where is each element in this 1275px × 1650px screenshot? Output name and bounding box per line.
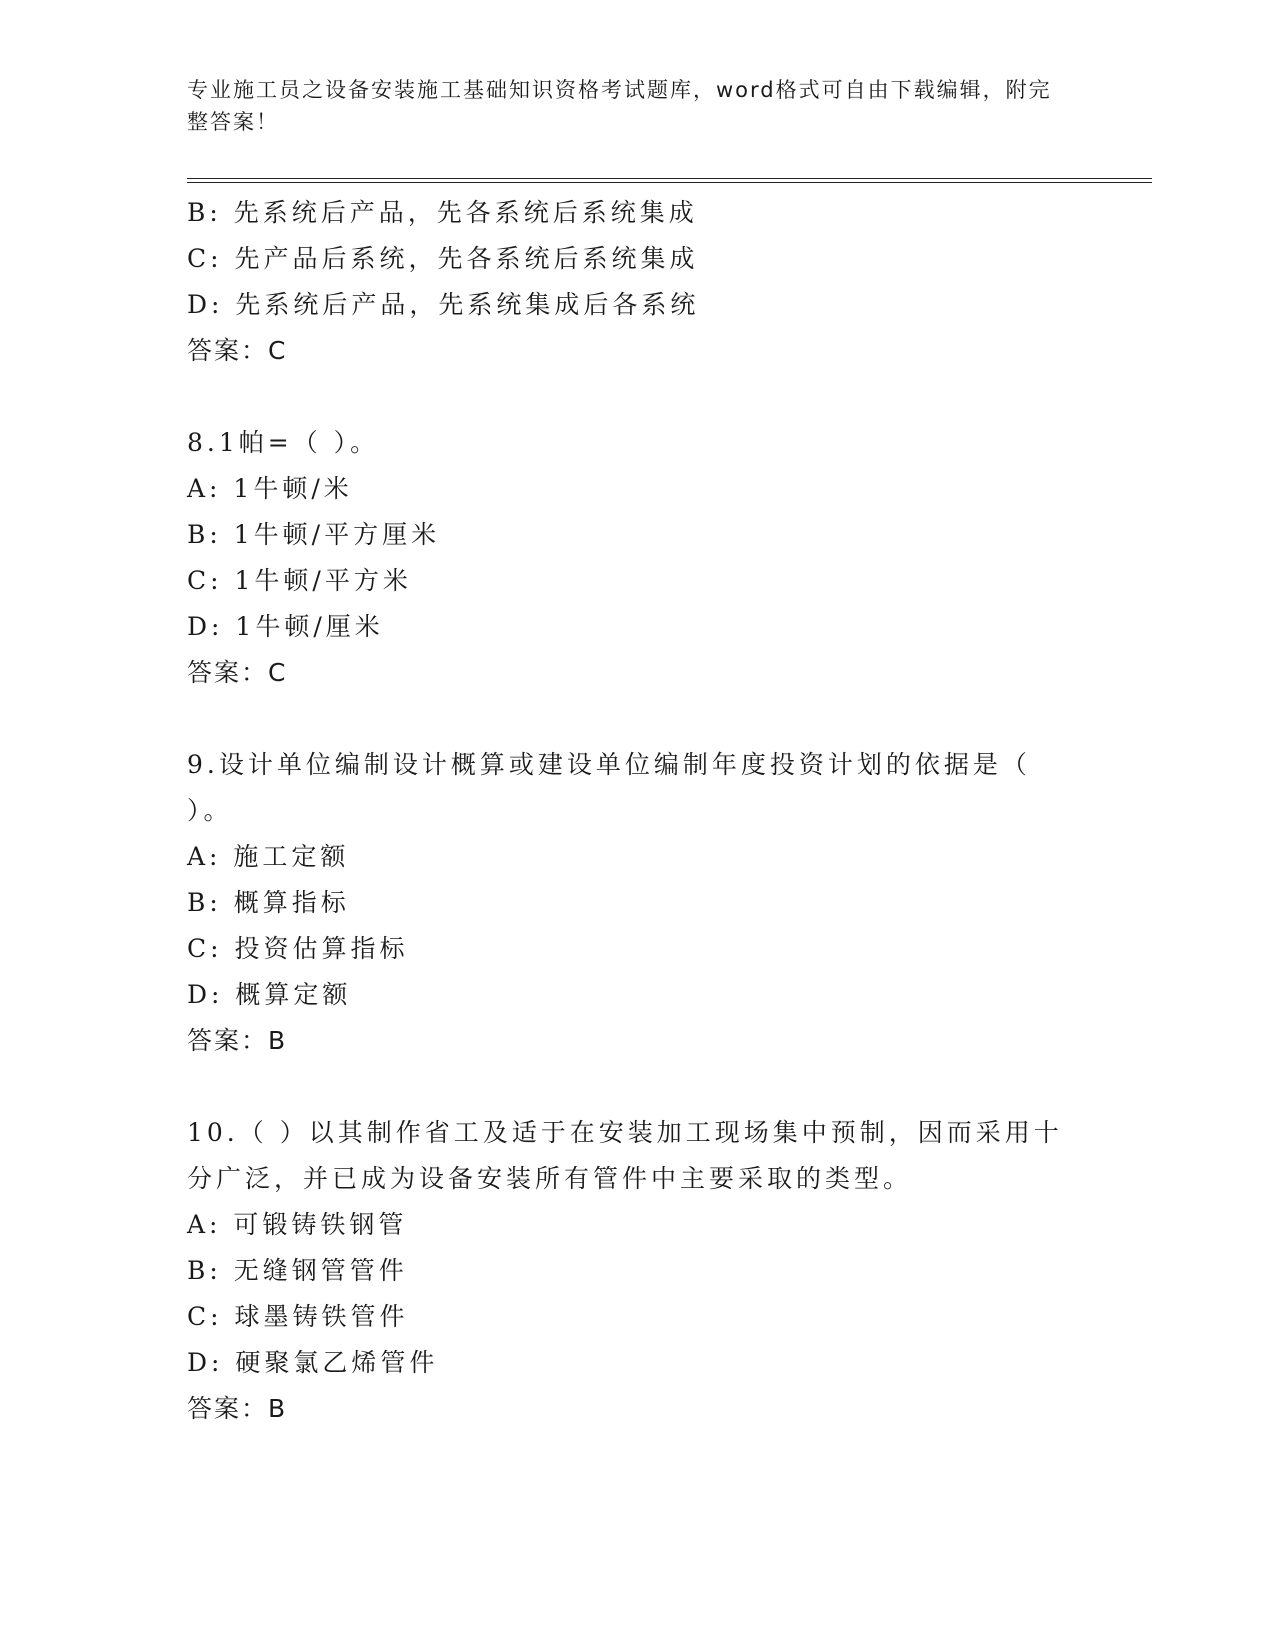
option-d: D: 硬聚氯乙烯管件: [187, 1348, 439, 1377]
option-b: B: 概算指标: [187, 888, 350, 917]
question-block-8: [187, 420, 1067, 696]
question-spacer: [187, 374, 1067, 420]
question-spacer: [187, 696, 1067, 742]
option-d: D: 先系统后产品，先系统集成后各系统: [187, 290, 700, 319]
option-c: C: 球墨铸铁管件: [187, 1302, 409, 1331]
option-a: A: 1牛顿/米: [187, 474, 353, 503]
question-stem: 8.1帕=（ ）。: [187, 428, 380, 457]
header-divider-bottom: [187, 182, 1152, 183]
option-a: A: 施工定额: [187, 842, 350, 871]
option-d: D: 概算定额: [187, 980, 352, 1009]
option-c: C: 先产品后系统，先各系统后系统集成: [187, 244, 699, 273]
answer-line: 答案：B: [187, 1026, 288, 1055]
question-stem: 10.（ ）以其制作省工及适于在安装加工现场集中预制，因而采用十分广泛，并已成为设备安装所有管件中主要采取的类型。: [187, 1118, 1063, 1193]
question-stem: 9.设计单位编制设计概算或建设单位编制年度投资计划的依据是（ ）。: [187, 750, 1031, 825]
question-list: [187, 190, 1067, 1432]
option-c: C: 1牛顿/平方米: [187, 566, 412, 595]
header-divider-top: [187, 178, 1152, 179]
answer-line: 答案：C: [187, 658, 288, 687]
option-a: A: 可锻铸铁钢管: [187, 1210, 408, 1239]
option-d: D: 1牛顿/厘米: [187, 612, 384, 641]
question-block-9: [187, 742, 1067, 1064]
answer-line: 答案：C: [187, 336, 288, 365]
question-block-10: [187, 1110, 1067, 1432]
option-b: B: 先系统后产品，先各系统后系统集成: [187, 198, 698, 227]
option-b: B: 无缝钢管管件: [187, 1256, 408, 1285]
question-spacer: [187, 1064, 1067, 1110]
answer-line: 答案：B: [187, 1394, 288, 1423]
option-c: C: 投资估算指标: [187, 934, 409, 963]
question-block-7: [187, 190, 1067, 374]
document-header: 专业施工员之设备安装施工基础知识资格考试题库，word格式可自由下载编辑，附完整答案！: [187, 78, 1052, 134]
option-b: B: 1牛顿/平方厘米: [187, 520, 441, 549]
